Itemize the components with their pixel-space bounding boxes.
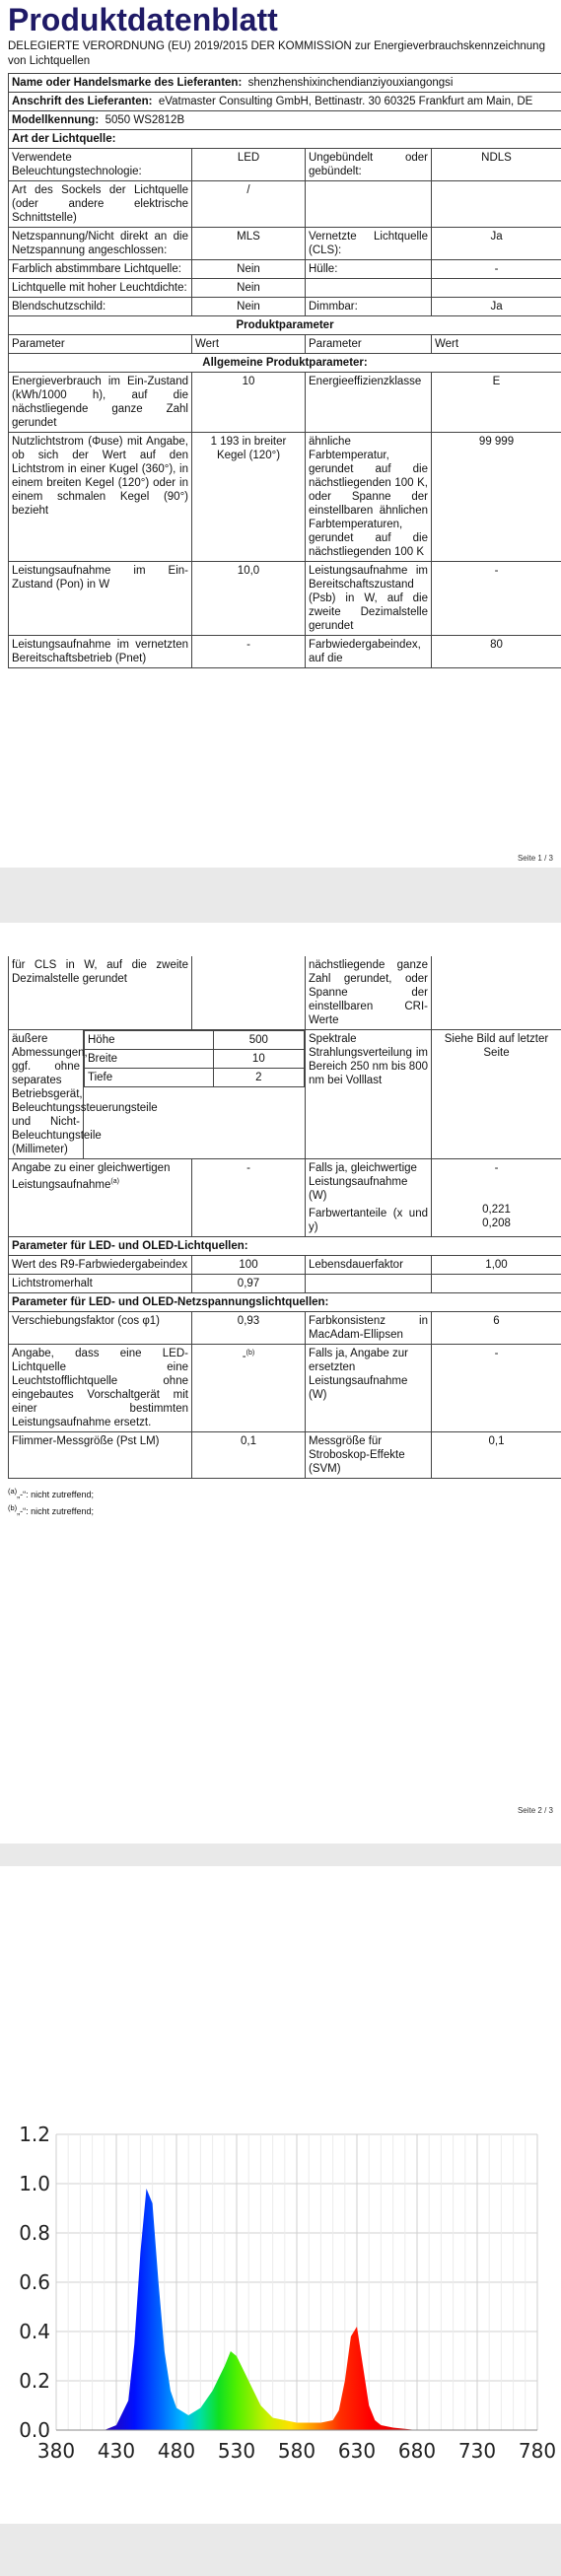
param-row-value-2: 80	[432, 636, 561, 668]
param-row	[9, 373, 561, 433]
type-row	[9, 279, 561, 298]
type-row-label-2: Dimmbar:	[306, 298, 432, 316]
param-row-value: 10	[192, 373, 306, 433]
address-label: Anschrift des Lieferanten:	[12, 96, 153, 107]
dimension-row	[85, 1069, 305, 1087]
param-row-label-2: Farbwiedergabeindex, auf die	[306, 636, 432, 668]
header-param: Parameter	[9, 335, 192, 354]
type-row-value: Nein	[192, 279, 306, 298]
param-row-value-2: -	[432, 562, 561, 636]
type-row-value-2: Ja	[432, 298, 561, 316]
type-row-label-2	[306, 279, 432, 298]
x-tick-label: 480	[158, 2439, 195, 2463]
dimension-key: Tiefe	[85, 1069, 214, 1087]
chart-axes	[19, 2123, 556, 2463]
dimension-value: 10	[213, 1050, 304, 1069]
type-row-label: Blendschutzschild:	[9, 298, 192, 316]
type-row	[9, 149, 561, 181]
fluor-value-2: -	[432, 1345, 561, 1432]
equiv-combined	[306, 1159, 432, 1237]
r9-value: 100	[192, 1256, 306, 1275]
x-tick-label: 580	[278, 2439, 316, 2463]
y-tick-label: 1.2	[19, 2123, 50, 2146]
x-tick-label: 780	[519, 2439, 556, 2463]
dimensions-table	[84, 1030, 305, 1087]
type-row-label-2: Hülle:	[306, 260, 432, 279]
dimension-value: 2	[213, 1069, 304, 1087]
dimensions-label: äußere Abmessungen, ggf. ohne separates Betriebsgerät, Beleuchtungssteuerungsteile und Nicht-Beleuchtungsteile (Millimeter)	[9, 1030, 84, 1159]
cos-label: Verschiebungsfaktor (cos φ1)	[9, 1312, 192, 1345]
type-row-label: Art des Sockels der Lichtquelle (oder andere elektrische Schnittstelle)	[9, 181, 192, 228]
general-params-title: Allgemeine Produktparameter:	[9, 354, 561, 373]
type-row-label: Lichtquelle mit hoher Leuchtdichte:	[9, 279, 192, 298]
x-tick-label: 530	[218, 2439, 255, 2463]
footnote-b-mark: (b)	[8, 1503, 17, 1512]
cont-right: nächstliegende ganze Zahl gerundet, oder Spanne der einstellbaren CRI-Werte	[306, 956, 432, 1030]
type-row-label: Netzspannung/Nicht direkt an die Netzspannung angeschlossen:	[9, 228, 192, 260]
param-row-value: 1 193 in breiter Kegel (120°)	[192, 433, 306, 562]
type-row	[9, 298, 561, 316]
params-table-continued	[8, 956, 561, 1479]
maintenance-empty	[306, 1275, 432, 1293]
supplier-table	[8, 73, 561, 668]
dimension-key: Breite	[85, 1050, 214, 1069]
param-row-value-2: E	[432, 373, 561, 433]
x-tick-label: 680	[398, 2439, 436, 2463]
led-section-title: Parameter für LED- und OLED-Lichtquellen:	[9, 1237, 561, 1256]
header-value-2: Wert	[432, 335, 561, 354]
x-tick-label: 730	[458, 2439, 496, 2463]
header-param-2: Parameter	[306, 335, 432, 354]
type-row-value: /	[192, 181, 306, 228]
params-title: Produktparameter	[9, 316, 561, 335]
dimensions-cell	[84, 1030, 306, 1159]
param-row-value: 10,0	[192, 562, 306, 636]
footnote-b-text: „-“: nicht zutreffend;	[17, 1506, 94, 1516]
equiv-label-cell	[9, 1159, 192, 1237]
regulation-subtitle: DELEGIERTE VERORDNUNG (EU) 2019/2015 DER KOMMISSION zur Energieverbrauchskennzeichnung von Lichtquellen	[8, 39, 561, 69]
footnote-a	[8, 1485, 561, 1501]
cos-value: 0,93	[192, 1312, 306, 1345]
param-row-value-2: 99 999	[432, 433, 561, 562]
param-row-label: Leistungsaufnahme im vernetzten Bereitschaftsbetrieb (Pnet)	[9, 636, 192, 668]
type-row-label-2	[306, 181, 432, 228]
svm-value: 0,1	[432, 1432, 561, 1479]
flicker-label: Flimmer-Messgröße (Pst LM)	[9, 1432, 192, 1479]
address-row	[9, 93, 561, 111]
address-value: eVatmaster Consulting GmbH, Bettinastr. 30 60325 Frankfurt am Main, DE	[159, 96, 532, 107]
macadam-label: Farbkonsistenz in MacAdam-Ellipsen	[306, 1312, 432, 1345]
brand-label: Name oder Handelsmarke des Lieferanten:	[12, 77, 242, 89]
type-row-value: Nein	[192, 260, 306, 279]
dimension-key: Höhe	[85, 1031, 214, 1050]
param-row-label-2: ähnliche Farbtemperatur, gerundet auf die nächstliegenden 100 K, oder Spanne der einstellbaren ähnlichen Farbtemperaturen, gerundet auf die nächstliegenden 100 K	[306, 433, 432, 562]
type-row-value: LED	[192, 149, 306, 181]
page-1	[0, 0, 561, 868]
param-row-label: Leistungsaufnahme im Ein-Zustand (Pon) in W	[9, 562, 192, 636]
x-tick-label: 380	[37, 2439, 75, 2463]
type-row-label-2: Ungebündelt oder gebündelt:	[306, 149, 432, 181]
footnote-a-text: „-“: nicht zutreffend;	[17, 1490, 94, 1499]
life-label: Lebensdauerfaktor	[306, 1256, 432, 1275]
model-label: Modellkennung:	[12, 114, 99, 126]
mains-section-title: Parameter für LED- und OLED-Netzspannungslichtquellen:	[9, 1293, 561, 1312]
chroma-y: 0,208	[435, 1217, 558, 1230]
y-tick-label: 0.6	[19, 2270, 50, 2294]
section-type: Art der Lichtquelle:	[9, 130, 561, 149]
y-tick-label: 0.4	[19, 2320, 50, 2343]
page-2	[0, 923, 561, 1844]
spectral-value: Siehe Bild auf letzter Seite	[432, 1030, 561, 1159]
chart-grid	[56, 2134, 537, 2430]
life-value: 1,00	[432, 1256, 561, 1275]
spectral-label: Spektrale Strahlungsverteilung im Bereich 250 nm bis 800 nm bei Volllast	[306, 1030, 432, 1159]
r9-label: Wert des R9-Farbwiedergabeindex	[9, 1256, 192, 1275]
page-footer-1: Seite 1 / 3	[518, 854, 553, 863]
type-row-value-2: Ja	[432, 228, 561, 260]
dimension-value: 500	[213, 1031, 304, 1050]
model-row	[9, 111, 561, 130]
maintenance-empty-2	[432, 1275, 561, 1293]
footnote-a-mark: (a)	[8, 1487, 17, 1496]
param-row	[9, 636, 561, 668]
header-value: Wert	[192, 335, 306, 354]
equiv-label-2: Falls ja, gleichwertige Leistungsaufnahme (W)	[306, 1159, 431, 1205]
model-value: 5050 WS2812B	[105, 114, 185, 126]
maintenance-value: 0,97	[192, 1275, 306, 1293]
equiv-value-2: -	[435, 1161, 558, 1175]
brand-row	[9, 74, 561, 93]
fluor-value-cell	[192, 1345, 306, 1432]
type-row	[9, 228, 561, 260]
equiv-value: -	[192, 1159, 306, 1237]
page-title: Produktdatenblatt	[8, 0, 561, 37]
x-tick-label: 630	[338, 2439, 376, 2463]
dimension-row	[85, 1050, 305, 1069]
equiv-values-2	[432, 1159, 561, 1237]
brand-value: shenzhenshixinchendianziyouxiangongsi	[248, 77, 454, 89]
svm-label: Messgröße für Stroboskop-Effekte (SVM)	[306, 1432, 432, 1479]
type-row-value-2: NDLS	[432, 149, 561, 181]
cont-right-value	[432, 956, 561, 1030]
footnote-b	[8, 1501, 561, 1518]
cont-left: für CLS in W, auf die zweite Dezimalstelle gerundet	[9, 956, 192, 1030]
param-row-label-2: Energieeffizienzklasse	[306, 373, 432, 433]
type-row-value: Nein	[192, 298, 306, 316]
flicker-value: 0,1	[192, 1432, 306, 1479]
type-row	[9, 181, 561, 228]
x-tick-label: 430	[98, 2439, 135, 2463]
param-row-value: -	[192, 636, 306, 668]
fluor-value: -	[243, 1351, 246, 1362]
type-row-value-2	[432, 181, 561, 228]
type-row	[9, 260, 561, 279]
fluor-label-2: Falls ja, Angabe zur ersetzten Leistungsaufnahme (W)	[306, 1345, 432, 1432]
param-row-label: Energieverbrauch im Ein-Zustand (kWh/1000 h), auf die nächstliegende ganze Zahl gerundet	[9, 373, 192, 433]
type-row-label: Verwendete Beleuchtungstechnologie:	[9, 149, 192, 181]
spectrum-chart	[0, 2113, 561, 2576]
type-row-label: Farblich abstimmbare Lichtquelle:	[9, 260, 192, 279]
fluor-sup: (b)	[246, 1350, 255, 1357]
type-row-value-2	[432, 279, 561, 298]
chroma-label: Farbwertanteile (x und y)	[306, 1205, 431, 1236]
page-3	[0, 1866, 561, 2524]
chroma-x: 0,221	[435, 1203, 558, 1217]
type-row-value: MLS	[192, 228, 306, 260]
dimension-row	[85, 1031, 305, 1050]
param-row	[9, 433, 561, 562]
equiv-label: Angabe zu einer gleichwertigen Leistungsaufnahme	[12, 1162, 170, 1191]
fluor-label: Angabe, dass eine LED-Lichtquelle eine Leuchtstofflichtquelle ohne eingebautes Vorschaltgerät mit einer bestimmten Leistungsaufnahme ersetzt.	[9, 1345, 192, 1432]
y-tick-label: 0.8	[19, 2221, 50, 2245]
type-row-label-2: Vernetzte Lichtquelle (CLS):	[306, 228, 432, 260]
param-row-label-2: Leistungsaufnahme im Bereitschaftszustand (Psb) in W, auf die zweite Dezimalstelle gerundet	[306, 562, 432, 636]
equiv-sup: (a)	[110, 1178, 119, 1185]
y-tick-label: 1.0	[19, 2172, 50, 2195]
maintenance-label: Lichtstromerhalt	[9, 1275, 192, 1293]
page-footer-2: Seite 2 / 3	[518, 1806, 553, 1815]
cont-left-value	[192, 956, 306, 1030]
macadam-value: 6	[432, 1312, 561, 1345]
param-row-label: Nutzlichtstrom (Φuse) mit Angabe, ob sich der Wert auf den Lichtstrom in einer Kugel (360°), in einem breiten Kegel (120°) oder in einem schmalen Kegel (90°) bezieht	[9, 433, 192, 562]
y-tick-label: 0.0	[19, 2418, 50, 2442]
y-tick-label: 0.2	[19, 2369, 50, 2393]
type-row-value-2: -	[432, 260, 561, 279]
param-row	[9, 562, 561, 636]
